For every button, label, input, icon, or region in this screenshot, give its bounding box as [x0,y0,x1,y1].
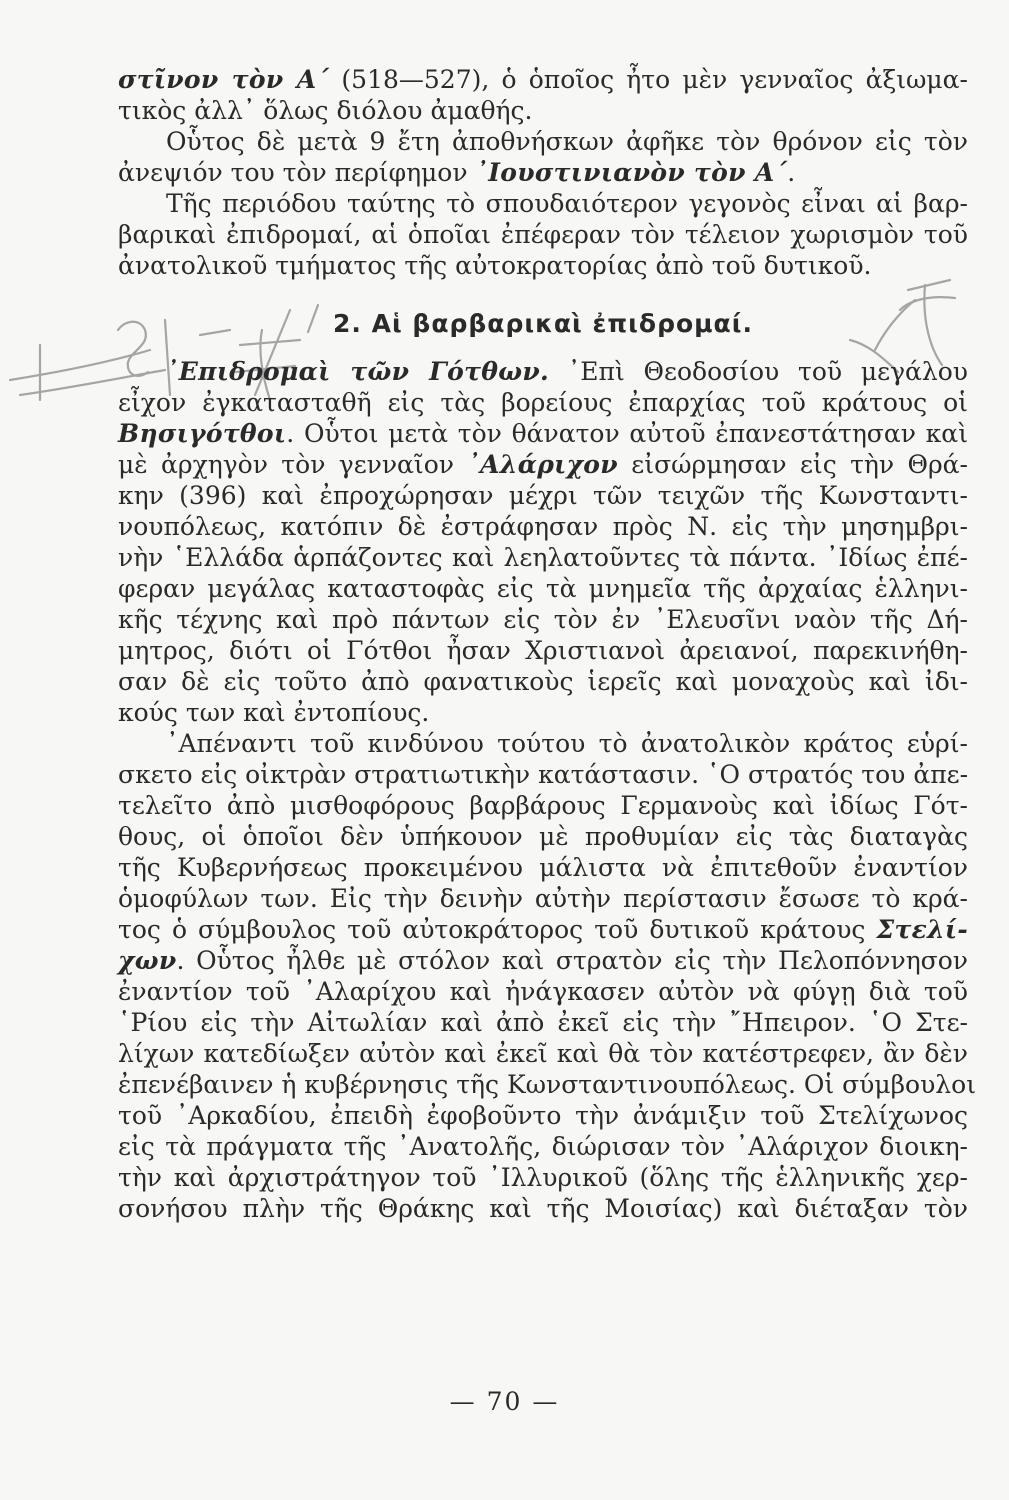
body-paragraphs [118,356,977,1224]
text-line: θους, οἱ ὁποῖοι δὲν ὑπήκουον μὲ προθυμίαν εἰς τὰς διαταγὰς [118,822,968,851]
text-line: κην (396) καὶ ἐπροχώρησαν μέχρι τῶν τειχῶν τῆς Κωνσταντι- [118,481,968,510]
text-line: τελεῖτο ἀπὸ μισθοφόρους βαρβάρους Γερμανοὺς καὶ ἰδίως Γότ- [118,791,968,820]
text-line: νὴν ῾Ελλάδα ἁρπάζοντες καὶ λεηλατοῦντες τὰ πάντα. ᾿Ιδίως ἐπέ- [118,543,968,572]
text-line: Τῆς περιόδου ταύτης τὸ σπουδαιότερον γεγονὸς εἶναι αἱ βαρ- [166,189,968,218]
text-line: στῖνον τὸν Α΄ (518—527), ὁ ὁποῖος ἦτο μὲν γενναῖος ἀξιωμα- [118,65,968,94]
text-line: ᾿Επιδρομαὶ τῶν Γότθων. ᾿Επὶ Θεοδοσίου τοῦ μεγάλου [166,357,969,386]
text-line: σκετο εἰς οἰκτρὰν στρατιωτικὴν κατάστασιν. ῾Ο στρατός του ἀπε- [118,760,969,789]
text-line: ὁμοφύλων των. Εἰς τὴν δεινὴν αὐτὴν περίστασιν ἔσωσε τὸ κρά- [118,884,968,913]
text-line: τος ὁ σύμβουλος τοῦ αὐτοκράτορος τοῦ δυτικοῦ κράτους Στελί- [118,915,968,944]
text-line: νουπόλεως, κατόπιν δὲ ἐστράφησαν πρὸς Ν. εἰς τὴν μησημβρι- [118,512,968,541]
text-line: ἐπενέβαινεν ἡ κυβέρνησις τῆς Κωνσταντινουπόλεως. Οἱ σύμβουλοι [118,1070,977,1099]
text-line: βαρικαὶ ἐπιδρομαί, αἱ ὁποῖαι ἐπέφεραν τὸν τέλειον χωρισμὸν τοῦ [118,220,968,249]
text-line: Οὗτος δὲ μετὰ 9 ἔτη ἀποθνήσκων ἀφῆκε τὸν θρόνον εἰς τὸν [166,127,968,156]
text-line: ἀνατολικοῦ τμήματος τῆς αὐτοκρατορίας ἀπὸ τοῦ δυτικοῦ. [118,251,872,280]
text-line: τῆς Κυβερνήσεως προκειμένου μάλιστα νὰ ἐπιτεθοῦν ἐναντίον [118,853,968,882]
text-line: εἶχον ἐγκατασταθῆ εἰς τὰς βορείους ἐπαρχίας τοῦ κράτους οἱ [118,388,968,417]
text-line: μὲ ἀρχηγὸν τὸν γενναῖον ᾿Αλάριχον εἰσώρμησαν εἰς τὴν Θρά- [118,450,968,479]
text-line: ἐναντίον τοῦ ᾿Αλαρίχου καὶ ἠνάγκασεν αὐτὸν νὰ φύγῃ διὰ τοῦ [118,977,968,1006]
section-heading: 2. Αἱ βαρβαρικαὶ ἐπιδρομαί. [333,309,753,338]
text-line: φεραν μεγάλας καταστοφὰς εἰς τὰ μνημεῖα τῆς ἀρχαίας ἑλληνι- [118,574,968,603]
text-line: ᾿Απέναντι τοῦ κινδύνου τούτου τὸ ἀνατολικὸν κράτος εὑρί- [166,729,968,758]
text-line: τικὸς ἀλλ᾿ ὅλως διόλου ἀμαθής. [118,96,533,125]
intro-paragraphs [118,64,968,281]
text-line: ῾Ρίου εἰς τὴν Αἰτωλίαν καὶ ἀπὸ ἐκεῖ εἰς τὴν ῎Ηπειρον. ῾Ο Στε- [118,1008,968,1037]
text-line: ἀνεψιόν του τὸν περίφημον ᾿Ιουστινιανὸν τὸν Α΄. [118,158,796,187]
page-number: — 70 — [449,1387,560,1416]
text-line: τὴν καὶ ἀρχιστράτηγον τοῦ ᾿Ιλλυρικοῦ (ὅλης τῆς ἑλληνικῆς χερ- [118,1163,968,1192]
text-line: μητρος, διότι οἱ Γότθοι ἦσαν Χριστιανοὶ ἀρειανοί, παρεκινήθη- [118,636,968,665]
text-line: κούς των καὶ ἐντοπίους. [118,698,430,727]
text-line: λίχων κατεδίωξεν αὐτὸν καὶ ἐκεῖ καὶ θὰ τὸν κατέστρεφεν, ἂν δὲν [118,1039,968,1068]
page-text [118,64,977,1224]
text-line: χων. Οὗτος ἦλθε μὲ στόλον καὶ στρατὸν εἰς τὴν Πελοπόννησον [118,946,968,975]
text-line: τοῦ ᾿Αρκαδίου, ἐπειδὴ ἐφοβοῦντο τὴν ἀνάμιξιν τοῦ Στελίχωνος [118,1101,968,1130]
text-line: σονήσου πλὴν τῆς Θράκης καὶ τῆς Μοισίας) καὶ διέταξαν τὸν [118,1194,968,1223]
text-line: κῆς τέχνης καὶ πρὸ πάντων εἰς τὸν ἐν ᾿Ελευσῖνι ναὸν τῆς Δή- [118,605,968,634]
text-line: εἰς τὰ πράγματα τῆς ᾿Ανατολῆς, διώρισαν τὸν ᾿Αλάριχον διοικη- [118,1132,968,1161]
text-line: σαν δὲ εἰς τοῦτο ἀπὸ φανατικοὺς ἱερεῖς καὶ μοναχοὺς καὶ ἰδι- [118,667,968,696]
text-line: Βησιγότθοι. Οὗτοι μετὰ τὸν θάνατον αὐτοῦ ἐπανεστάτησαν καὶ [118,419,968,448]
